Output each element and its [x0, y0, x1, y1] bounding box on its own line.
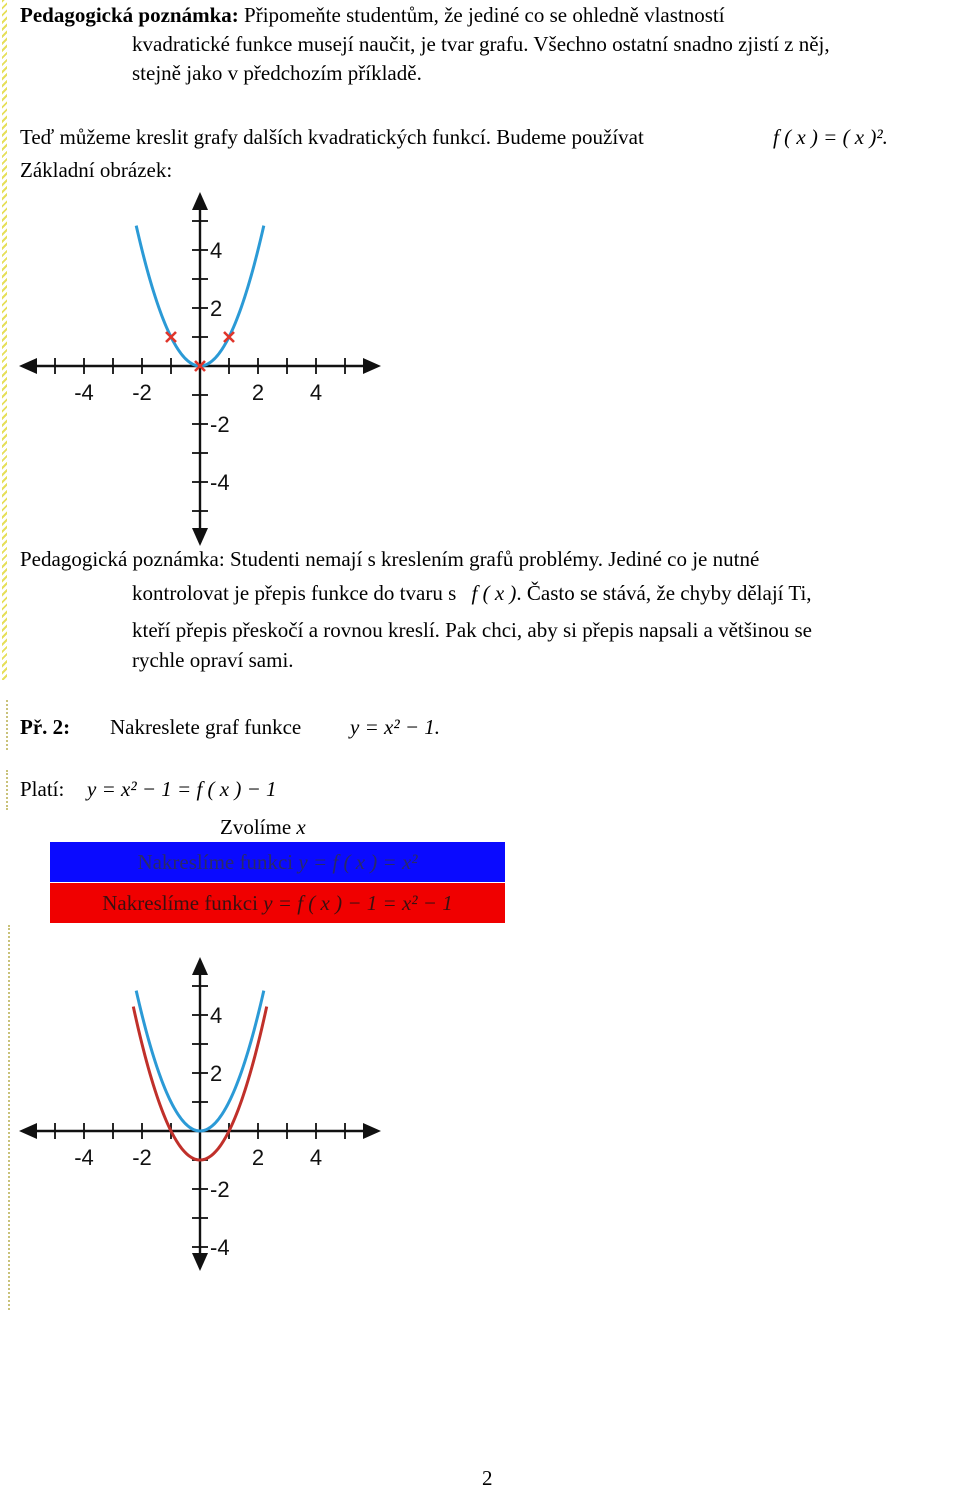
intro-text: Teď můžeme kreslit grafy dalších kvadratických funkcí. Budeme používat	[20, 125, 644, 149]
basic-parabola-graph	[15, 190, 385, 550]
x-axis-arrow-right	[363, 358, 381, 374]
x-tick-label: -2	[132, 380, 152, 405]
note1-line1	[20, 0, 725, 31]
y-tick-label: 2	[210, 296, 223, 321]
note2-label: Pedagogická poznámka:	[20, 547, 225, 571]
point-marker	[166, 332, 176, 342]
point-marker	[224, 332, 234, 342]
red-step-band	[50, 883, 505, 923]
basic-image-label: Základní obrázek:	[20, 158, 173, 182]
example-formula: y = x² − 1.	[350, 715, 441, 739]
x-axis-arrow-right	[363, 1123, 381, 1139]
margin-hatch-top	[2, 0, 7, 680]
y-tick-label: -2	[210, 1177, 230, 1202]
y-tick-label: 4	[210, 1003, 223, 1028]
x-tick-label: 4	[309, 380, 323, 405]
note2-line2	[132, 578, 812, 609]
note2-line4: rychle opraví sami.	[132, 648, 294, 672]
y-tick-label: -4	[210, 470, 230, 495]
x-axis-arrow-left	[19, 358, 37, 374]
margin-dotted-line-2	[6, 770, 8, 810]
red-step-formula: y = f ( x ) − 1 = x² − 1	[263, 891, 453, 915]
choose-var: x	[296, 815, 306, 839]
plati-formula: y = x² − 1 = f ( x ) − 1	[87, 777, 277, 801]
example-label: Př. 2:	[20, 715, 71, 739]
y-axis-arrow-up	[192, 957, 208, 975]
intro-formula: f ( x ) = ( x )².	[773, 125, 888, 149]
blue-step-label: Nakreslíme funkci	[137, 850, 294, 874]
choose-label: Zvolíme	[220, 815, 292, 839]
y-axis-arrow-up	[192, 192, 208, 210]
note1-label: Pedagogická poznámka:	[20, 3, 239, 27]
blue-step-formula: y = f ( x ) = x²	[298, 850, 418, 874]
y-tick-label: -2	[210, 412, 230, 437]
note1-text-1: Připomeňte studentům, že jediné co se ohledně vlastností	[244, 3, 725, 27]
note2-line3: kteří přepis přeskočí a rovnou kreslí. Pak chci, aby si přepis napsali a většinou se	[132, 618, 812, 642]
x-tick-label: 4	[309, 1145, 323, 1170]
y-axis-arrow-down	[192, 1253, 208, 1271]
y-tick-label: -4	[210, 1235, 230, 1260]
x-tick-label: -4	[74, 380, 94, 405]
y-tick-label: 4	[210, 238, 223, 263]
note2-text-2b: . Často se stává, že chyby dělají Ti,	[516, 581, 812, 605]
note2-line1	[20, 544, 759, 575]
note2-text-1: Studenti nemají s kreslením grafů problémy. Jediné co je nutné	[229, 547, 760, 571]
x-tick-label: 2	[251, 380, 265, 405]
note1-line3: stejně jako v předchozím příkladě.	[132, 61, 422, 85]
note1-line2: kvadratické funkce musejí naučit, je tvar grafu. Všechno ostatní snadno zjistí z něj,	[132, 32, 830, 56]
blue-step-band	[50, 842, 505, 882]
choose-x-line	[220, 812, 306, 843]
page-number: 2	[482, 1466, 493, 1490]
plati-label: Platí:	[20, 777, 65, 801]
x-axis-arrow-left	[19, 1123, 37, 1139]
x-tick-label: -2	[132, 1145, 152, 1170]
y-tick-label: 2	[210, 1061, 223, 1086]
margin-dotted-line-1	[6, 700, 8, 750]
x-tick-label: 2	[251, 1145, 265, 1170]
note2-formula: f ( x )	[471, 581, 517, 605]
note2-text-2a: kontrolovat je přepis funkce do tvaru s	[132, 581, 457, 605]
shifted-parabola-graph	[15, 955, 385, 1275]
margin-dotted-line-3	[8, 925, 10, 1310]
x-tick-label: -4	[74, 1145, 94, 1170]
red-step-label: Nakreslíme funkci	[102, 891, 258, 915]
example-text: Nakreslete graf funkce	[110, 715, 302, 739]
